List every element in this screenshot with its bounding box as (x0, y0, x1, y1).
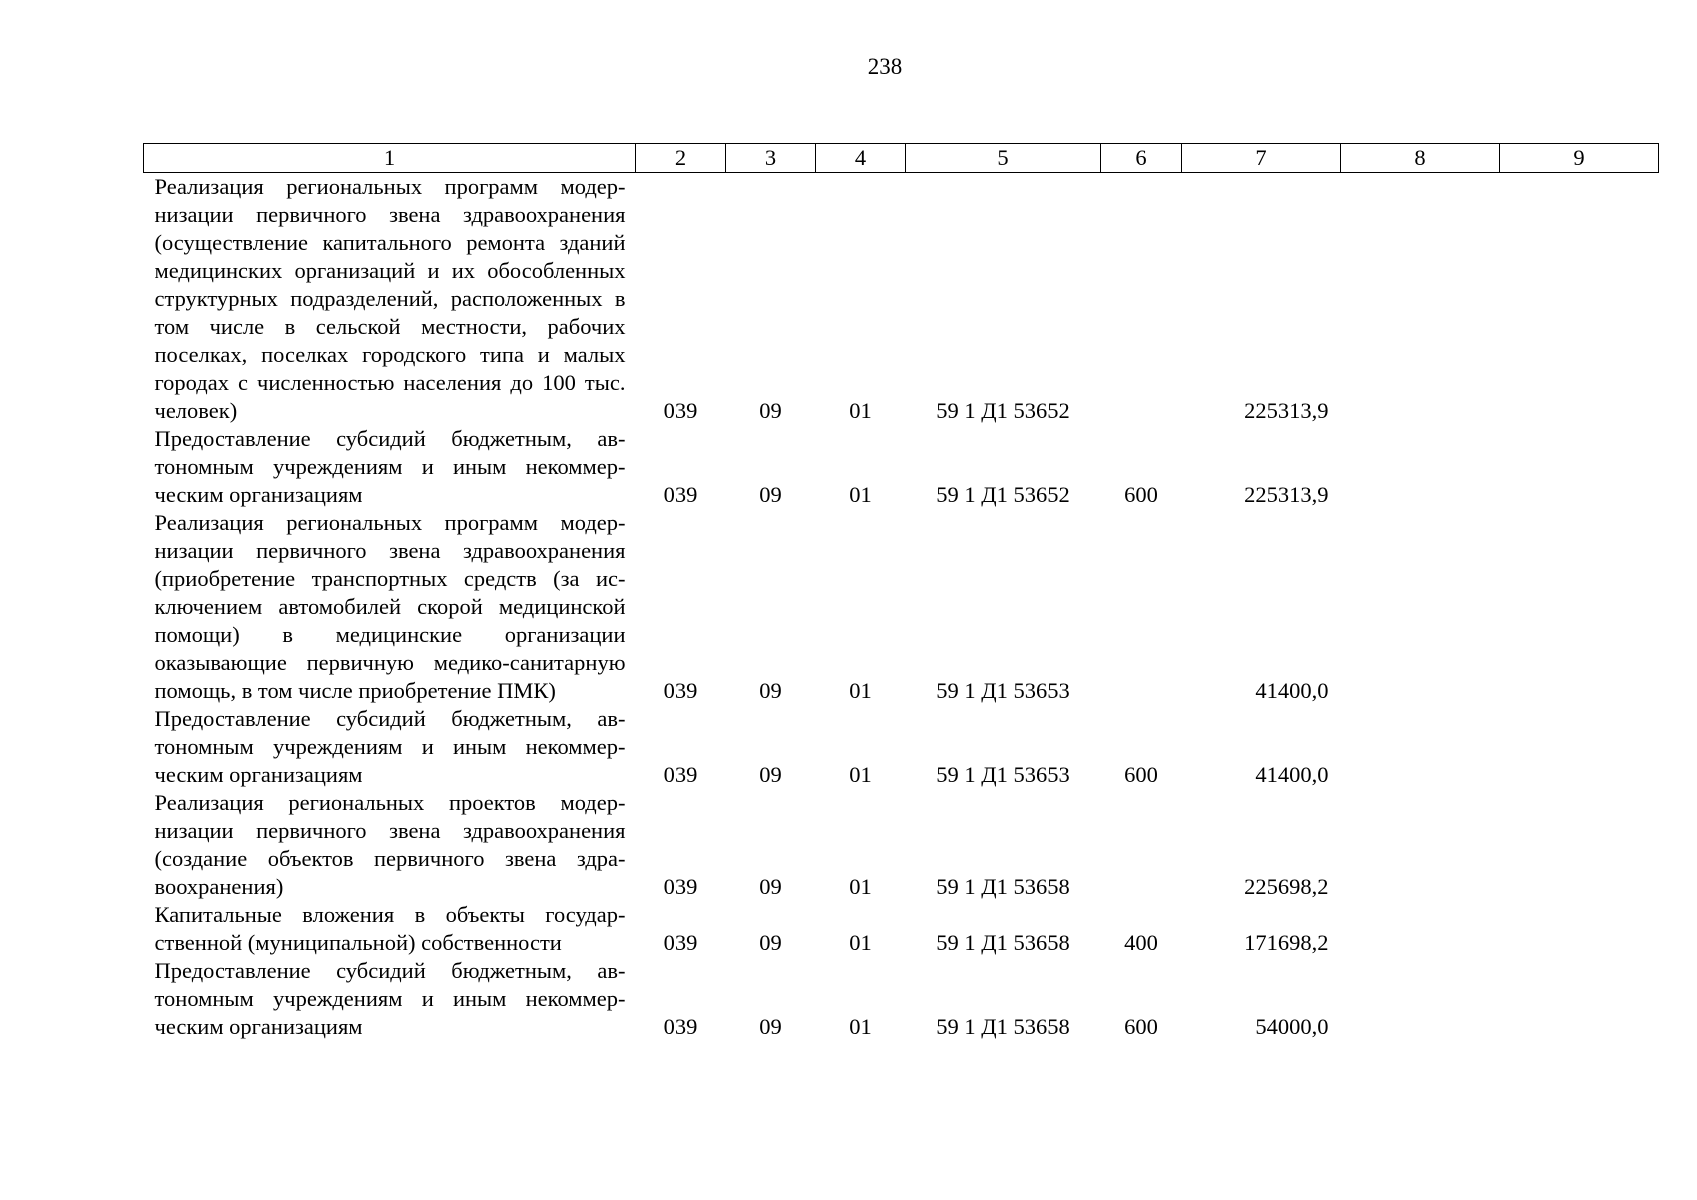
target-article-code: 59 1 Д1 53652 (936, 482, 1070, 507)
item-name: Реализация региональных программ модернизации первичного звена здравоохранения (осуществление капитального ремонта зданий медицинских организаций и их обособленных структурных подразделений, расположенных в том числе в сельской местности, рабочих поселках, поселках городского типа и малых городах с численностью населения до 100 тыс. человек) (154, 174, 626, 423)
expense-type-code: 600 (1124, 482, 1158, 507)
amount-col-9 (1500, 173, 1659, 426)
subsection-code: 01 (849, 678, 872, 703)
amount: 54000,0 (1255, 1014, 1329, 1039)
section-code: 09 (759, 1014, 782, 1039)
ministry-code: 039 (663, 1014, 698, 1039)
column-header: 6 (1101, 144, 1182, 173)
table-row (144, 425, 1659, 509)
target-article-code: 59 1 Д1 53658 (936, 1014, 1070, 1039)
column-header: 2 (636, 144, 726, 173)
target-article-code: 59 1 Д1 53658 (936, 874, 1070, 899)
amount-col-9 (1500, 705, 1659, 789)
item-name: Предоставление субсидий бюджетным, автономным учреждениям и иным некоммерческим организациям (154, 706, 626, 787)
page-number: 238 (867, 54, 903, 79)
column-header: 9 (1500, 144, 1659, 173)
amount-col-8 (1341, 173, 1500, 426)
ministry-code: 039 (663, 874, 698, 899)
ministry-code: 039 (663, 398, 698, 423)
subsection-code: 01 (849, 1014, 872, 1039)
target-article-code: 59 1 Д1 53653 (936, 762, 1070, 787)
ministry-code: 039 (663, 930, 698, 955)
amount-col-8 (1341, 901, 1500, 957)
column-header: 5 (906, 144, 1101, 173)
table-row (144, 509, 1659, 705)
item-name: Реализация региональных проектов модернизации первичного звена здравоохранения (создание объектов первичного звена здравоохранения) (154, 790, 626, 899)
column-header: 1 (144, 144, 636, 173)
table-row (144, 789, 1659, 901)
table-row (144, 705, 1659, 789)
table-row (144, 901, 1659, 957)
item-name: Предоставление субсидий бюджетным, автономным учреждениям и иным некоммерческим организациям (154, 426, 626, 507)
section-code: 09 (759, 398, 782, 423)
ministry-code: 039 (663, 762, 698, 787)
target-article-code: 59 1 Д1 53658 (936, 930, 1070, 955)
table-header-row (144, 144, 1659, 173)
subsection-code: 01 (849, 398, 872, 423)
table-row (144, 957, 1659, 1041)
ministry-code: 039 (663, 482, 698, 507)
expense-type-code (1101, 173, 1182, 426)
subsection-code: 01 (849, 930, 872, 955)
expense-type-code: 600 (1124, 1014, 1158, 1039)
amount-col-9 (1500, 901, 1659, 957)
section-code: 09 (759, 762, 782, 787)
amount-col-8 (1341, 425, 1500, 509)
amount: 225698,2 (1244, 874, 1329, 899)
amount-col-9 (1500, 957, 1659, 1041)
expense-type-code: 600 (1124, 762, 1158, 787)
target-article-code: 59 1 Д1 53653 (936, 678, 1070, 703)
item-name: Реализация региональных программ модернизации первичного звена здравоохранения (приобретение транспортных средств (за исключением автомобилей скорой медицинской помощи) в медицинские организации оказывающие первичную медико-санитарную помощь, в том числе приобретение ПМК) (154, 510, 626, 703)
budget-table (143, 143, 1659, 1041)
amount: 41400,0 (1255, 678, 1329, 703)
column-header: 4 (816, 144, 906, 173)
target-article-code: 59 1 Д1 53652 (936, 398, 1070, 423)
column-header: 8 (1341, 144, 1500, 173)
amount: 225313,9 (1244, 398, 1329, 423)
subsection-code: 01 (849, 762, 872, 787)
section-code: 09 (759, 678, 782, 703)
amount-col-8 (1341, 957, 1500, 1041)
amount-col-9 (1500, 509, 1659, 705)
table-row (144, 173, 1659, 426)
item-name: Предоставление субсидий бюджетным, автономным учреждениям и иным некоммерческим организациям (154, 958, 626, 1039)
section-code: 09 (759, 874, 782, 899)
amount: 225313,9 (1244, 482, 1329, 507)
item-name: Капитальные вложения в объекты государственной (муниципальной) собственности (154, 902, 626, 955)
amount-col-9 (1500, 789, 1659, 901)
expense-type-code (1101, 509, 1182, 705)
ministry-code: 039 (663, 678, 698, 703)
subsection-code: 01 (849, 874, 872, 899)
amount-col-9 (1500, 425, 1659, 509)
amount: 171698,2 (1244, 930, 1329, 955)
expense-type-code: 400 (1124, 930, 1158, 955)
section-code: 09 (759, 482, 782, 507)
expense-type-code (1101, 789, 1182, 901)
subsection-code: 01 (849, 482, 872, 507)
section-code: 09 (759, 930, 782, 955)
amount-col-8 (1341, 509, 1500, 705)
column-header: 7 (1182, 144, 1341, 173)
amount-col-8 (1341, 705, 1500, 789)
column-header: 3 (726, 144, 816, 173)
amount-col-8 (1341, 789, 1500, 901)
amount: 41400,0 (1255, 762, 1329, 787)
